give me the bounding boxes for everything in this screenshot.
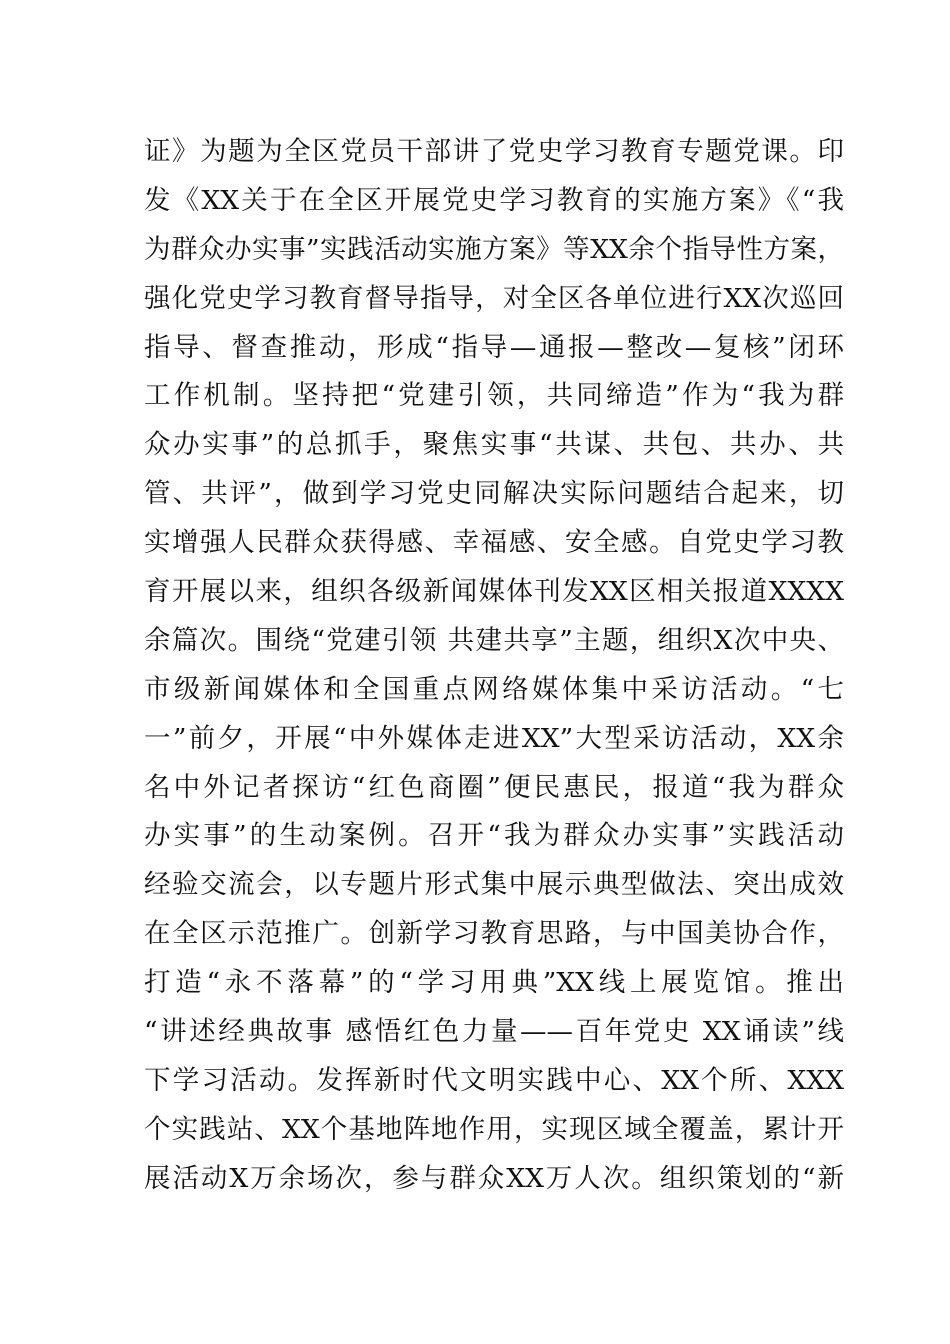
text-line: 证》为题为全区党员干部讲了党史学习教育专题党课。印 [144, 136, 844, 167]
text-line: 余篇次。围绕“党建引领 共建共享”主题，组织X次中央、 [144, 624, 844, 656]
text-line: 展活动X万余场次，参与群众XX万人次。组织策划的“新 [144, 1162, 844, 1194]
text-line: 下学习活动。发挥新时代文明实践中心、XX个所、XXX [144, 1064, 844, 1096]
text-line: 经验交流会，以专题片形式集中展示典型做法、突出成效 [144, 869, 844, 901]
text-line: 实增强人民群众获得感、幸福感、安全感。自党史学习教 [144, 527, 844, 559]
text-line: 众办实事”的总抓手，聚焦实事“共谋、共包、共办、共 [144, 429, 844, 461]
text-line: 指导、督查推动，形成“指导—通报—整改—复核”闭环 [144, 331, 844, 363]
text-line: 在全区示范推广。创新学习教育思路，与中国美协合作， [144, 918, 844, 950]
text-line: 名中外记者探访“红色商圈”便民惠民，报道“我为群众 [144, 771, 844, 803]
text-line: 一”前夕，开展“中外媒体走进XX”大型采访活动，XX余 [144, 722, 844, 754]
text-line: 育开展以来，组织各级新闻媒体刊发XX区相关报道XXXX [144, 576, 844, 608]
text-line: 为群众办实事”实践活动实施方案》等XX余个指导性方案， [144, 233, 844, 265]
text-line: 打造“永不落幕”的“学习用典”XX线上展览馆。推出 [144, 967, 844, 999]
text-line: 强化党史学习教育督导指导，对全区各单位进行XX次巡回 [144, 282, 844, 314]
text-line: 发《XX关于在全区开展党史学习教育的实施方案》《“我 [144, 184, 844, 216]
body-paragraph [144, 128, 844, 1204]
text-line: 个实践站、XX个基地阵地作用，实现区域全覆盖，累计开 [144, 1113, 844, 1145]
text-line: 工作机制。坚持把“党建引领，共同缔造”作为“我为群 [144, 380, 844, 412]
text-line: 管、共评”，做到学习党史同解决实际问题结合起来，切 [144, 478, 844, 510]
text-line: “讲述经典故事 感悟红色力量——百年党史 XX诵读”线 [144, 1016, 844, 1048]
text-line: 办实事”的生动案例。召开“我为群众办实事”实践活动 [144, 820, 844, 852]
text-line: 市级新闻媒体和全国重点网络媒体集中采访活动。“七 [144, 673, 844, 705]
